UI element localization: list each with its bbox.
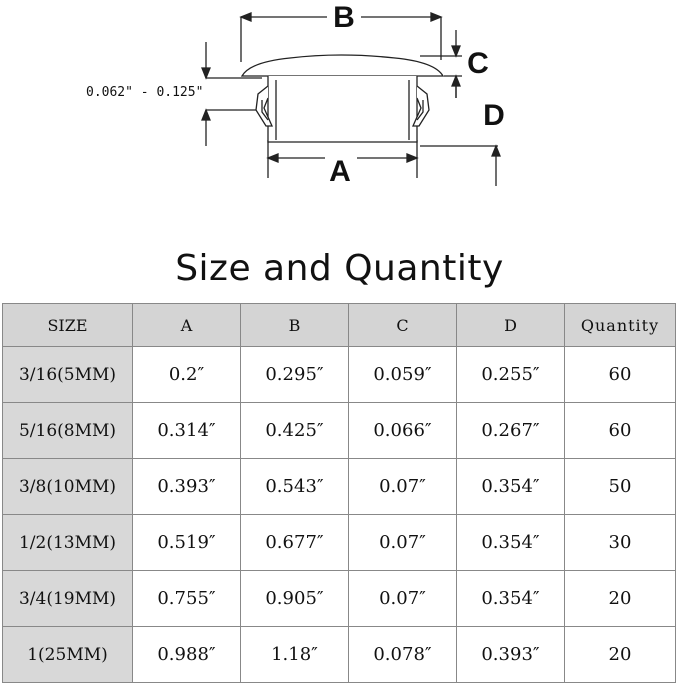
cell-size: 3/16(5MM) [3,347,133,403]
label-b: B [333,1,355,34]
hole-plug-dimension-diagram [0,0,679,240]
cell-b: 0.425″ [241,403,349,459]
cell-b: 0.677″ [241,515,349,571]
table-row [3,403,676,459]
cell-size: 5/16(8MM) [3,403,133,459]
header-a: A [133,304,241,347]
thickness-arrow-top [202,68,210,78]
header-d: D [457,304,565,347]
cell-b: 0.543″ [241,459,349,515]
cell-quantity: 30 [565,515,676,571]
cell-d: 0.354″ [457,571,565,627]
cell-c: 0.066″ [349,403,457,459]
b-arrow-right [431,13,441,21]
cell-c: 0.07″ [349,571,457,627]
thickness-range-label: 0.062" - 0.125" [86,85,204,100]
cell-d: 0.267″ [457,403,565,459]
label-c: C [467,47,489,80]
header-quantity: Quantity [565,304,676,347]
plug-cap-dome [242,55,443,76]
label-a: A [329,155,351,188]
cell-a: 0.988″ [133,627,241,683]
cell-size: 1/2(13MM) [3,515,133,571]
label-d: D [483,99,505,132]
thickness-arrow-bottom [202,110,210,120]
cell-a: 0.393″ [133,459,241,515]
a-arrow-right [407,154,417,162]
a-arrow-left [268,154,278,162]
cell-c: 0.078″ [349,627,457,683]
cell-quantity: 60 [565,403,676,459]
size-quantity-table [2,303,676,683]
cell-size: 3/4(19MM) [3,571,133,627]
cell-d: 0.354″ [457,515,565,571]
cell-quantity: 20 [565,571,676,627]
cell-d: 0.354″ [457,459,565,515]
cell-quantity: 60 [565,347,676,403]
table-row [3,627,676,683]
table-row [3,347,676,403]
cell-size: 1(25MM) [3,627,133,683]
cell-quantity: 50 [565,459,676,515]
cell-a: 0.755″ [133,571,241,627]
d-arrow-bottom [492,146,500,156]
cell-a: 0.519″ [133,515,241,571]
plug-body [268,76,417,142]
header-size: SIZE [3,304,133,347]
cell-size: 3/8(10MM) [3,459,133,515]
cell-b: 0.295″ [241,347,349,403]
cell-a: 0.314″ [133,403,241,459]
table-row [3,571,676,627]
table-row [3,459,676,515]
header-c: C [349,304,457,347]
table-header-row [3,304,676,347]
cell-quantity: 20 [565,627,676,683]
c-arrow-top [452,46,460,56]
cell-c: 0.07″ [349,459,457,515]
cell-b: 1.18″ [241,627,349,683]
cell-a: 0.2″ [133,347,241,403]
cell-d: 0.393″ [457,627,565,683]
b-arrow-left [241,13,251,21]
page-title: Size and Quantity [175,248,504,289]
cell-b: 0.905″ [241,571,349,627]
header-b: B [241,304,349,347]
cell-c: 0.059″ [349,347,457,403]
cell-c: 0.07″ [349,515,457,571]
cell-d: 0.255″ [457,347,565,403]
table-row [3,515,676,571]
